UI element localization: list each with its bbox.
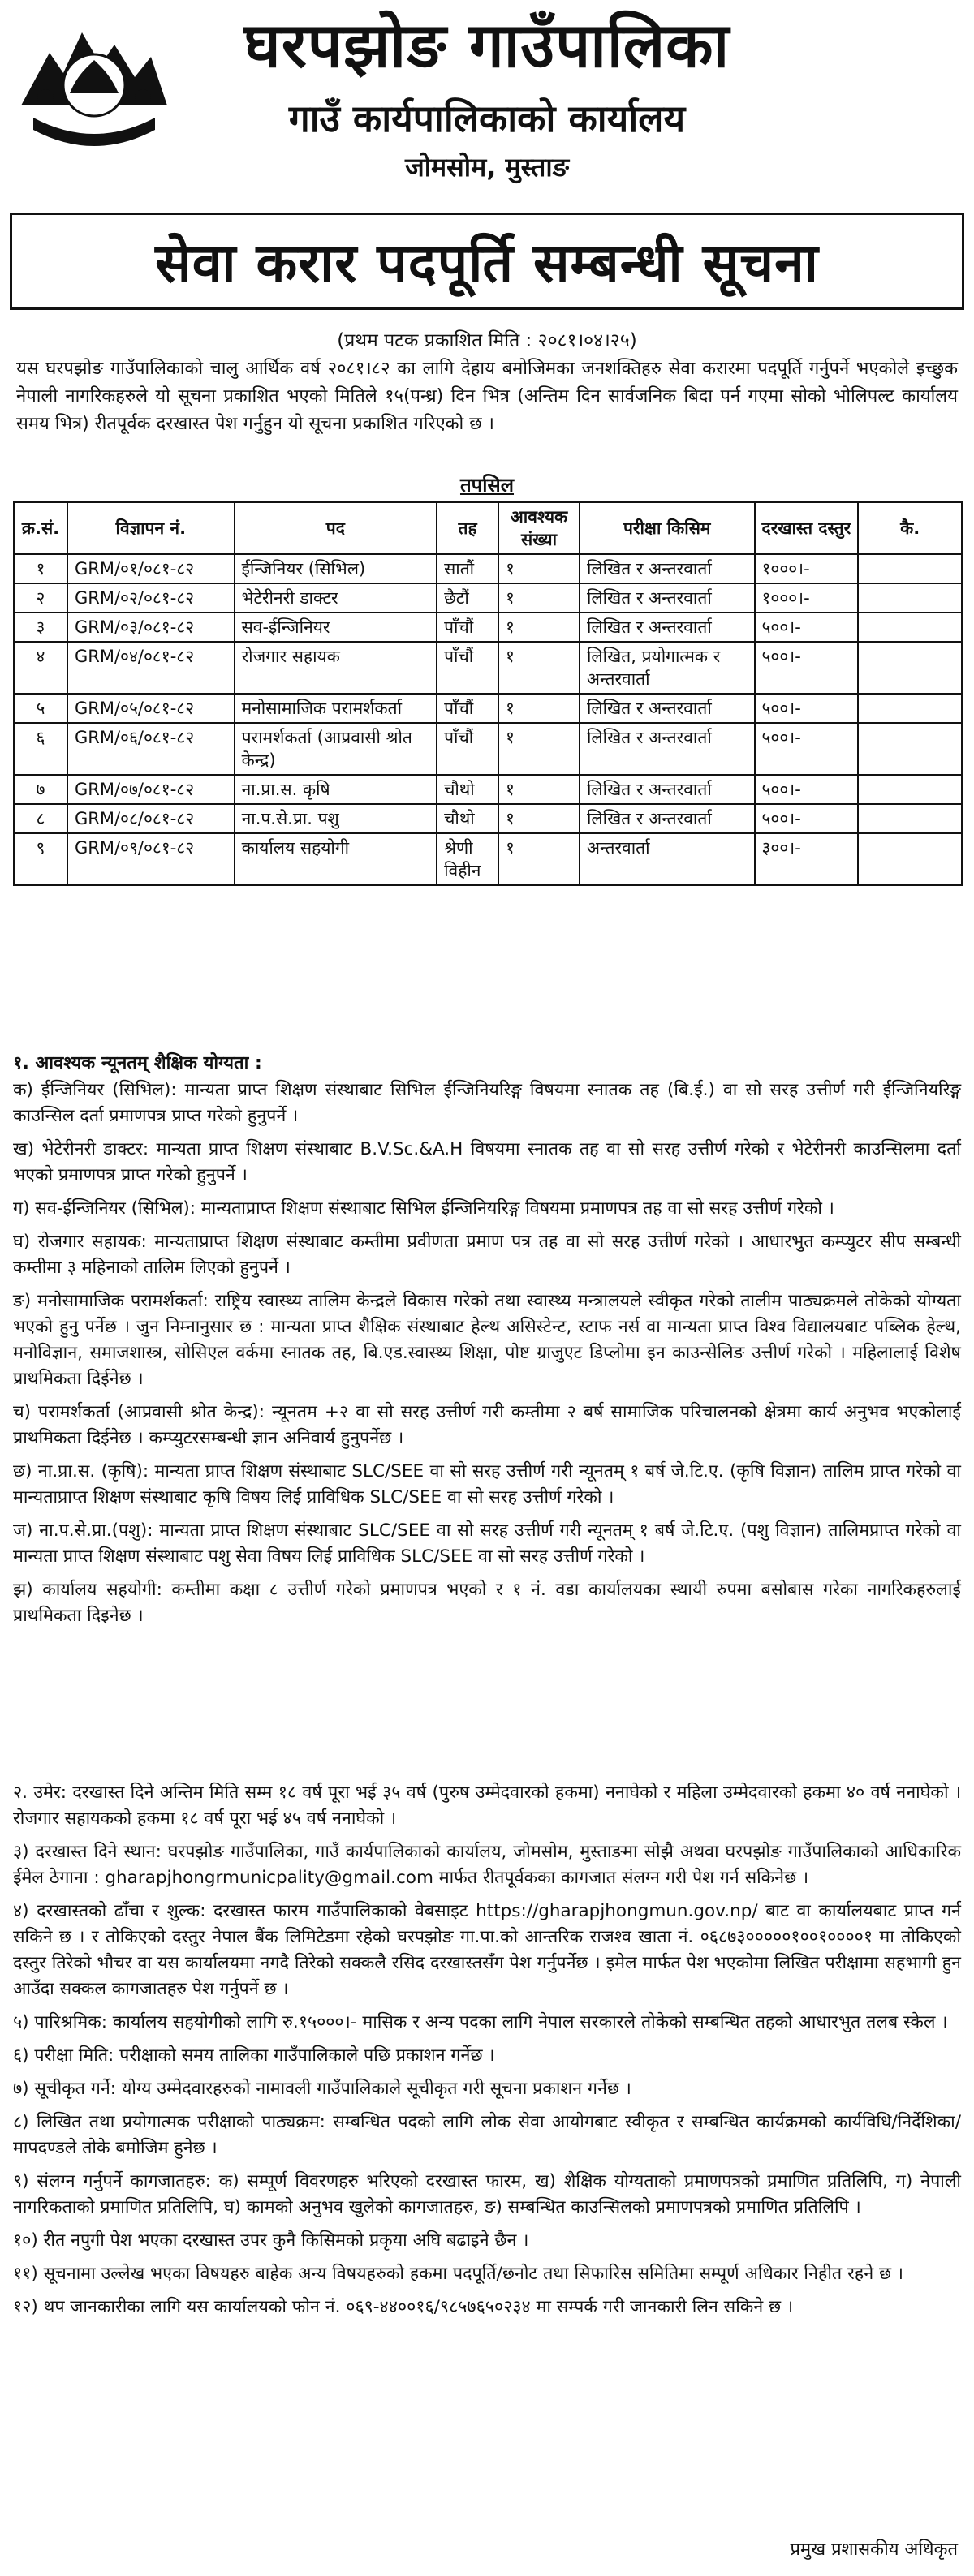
- table-cell: चौथो: [437, 804, 498, 833]
- notice-title-banner: सेवा करार पदपूर्ति सम्बन्धी सूचना: [10, 213, 964, 310]
- list-item: ३) दरखास्त दिने स्थान: घरपझोङ गाउँपालिका, गाउँ कार्यपालिकाको कार्यालय, जोमसोम, मुस्ताङमा सोझै अथवा घरपझोङ गाउँपालिकाको आधिकारिक ईमेल ठेगाना : gharapjhongrmunicpality@gmail.com मार्फत रीतपूर्वकका कागजात संलग्न गरी पेश गर्न सकिनेछ ।: [13, 1842, 961, 1888]
- list-item: २. उमेर: दरखास्त दिने अन्तिम मिति सम्म १८ वर्ष पूरा भई ३५ वर्ष (पुरुष उम्मेदवारको हकमा) ननाघेको र महिला उम्मेदवारको हकमा ४० वर्ष ननाघेको । रोजगार सहायकको हकमा १८ वर्ष पूरा भई ४५ वर्ष ननाघेको ।: [13, 1783, 961, 1829]
- table-row: [14, 775, 962, 804]
- table-cell: GRM/०७/०८१-८२: [67, 775, 235, 804]
- office-location: जोमसोम, मुस्ताङ: [404, 152, 570, 183]
- table-cell: छैटौं: [437, 583, 498, 613]
- list-item: झ) कार्यालय सहयोगी: कम्तीमा कक्षा ८ उत्तीर्ण गरेको प्रमाणपत्र भएको र १ नं. वडा कार्यालयका स्थायी रुपमा बसोबास गरेका नागरिकहरुलाई प्राथमिकता दिइनेछ ।: [13, 1580, 961, 1626]
- table-row: [14, 804, 962, 833]
- table-cell: चौथो: [437, 775, 498, 804]
- table-cell: [858, 613, 962, 642]
- qualifications-list: [13, 1077, 961, 1636]
- table-cell: [858, 642, 962, 694]
- table-cell: ईन्जिनियर (सिभिल): [235, 554, 437, 583]
- list-item: ४) दरखास्तको ढाँचा र शुल्क: दरखास्त फारम गाउँपालिकाको वेबसाइट https://gharapjhongmun.gov.np/ बाट वा कार्यालयबाट प्राप्त गर्न सकिने छ । र तोकिएको दस्तुर नेपाल बैंक लिमिटेडमा रहेको घरपझोङ गा.पा.को आन्तरिक राजश्व खाता नं. ०६८७३०००००१००१००००१ मा तोकिएको दस्तुर तिरेको भौचर वा यस कार्यालयमा नगदै तिरेको सक्कलै रसिद दरखास्तसँग पेश गर्नुपर्नेछ । इमेल मार्फत पेश भएकोमा लिखित परीक्षामा सहभागी हुन आउँदा सक्कल कागजातहरु पेश गर्नुपर्ने छ ।: [13, 1901, 961, 1999]
- list-item: ज) ना.प.से.प्रा.(पशु): मान्यता प्राप्त शिक्षण संस्थाबाट SLC/SEE वा सो सरह उत्तीर्ण गरी न्यूनतम् १ बर्ष जे.टि.ए. (पशु विज्ञान) तालिमप्राप्त गरेको वा मान्यता प्राप्त शिक्षण संस्थाबाट पशु सेवा विषय लिई प्राविधिक SLC/SEE वा सो सरह उत्तीर्ण गरेको ।: [13, 1520, 961, 1567]
- table-cell: GRM/०६/०८१-८२: [67, 723, 235, 775]
- header-cell: आवश्यक संख्या: [498, 502, 580, 554]
- schedule-title: तपसिल: [459, 474, 515, 497]
- org-name: घरपझोङ गाउँपालिका: [244, 9, 730, 81]
- table-cell: ५००।-: [755, 804, 859, 833]
- list-item: क) ईन्जिनियर (सिभिल): मान्यता प्राप्त शिक्षण संस्थाबाट सिभिल ईन्जिनियरिङ्ग विषयमा स्नातक तह (बि.ई.) वा सो सरह उत्तीर्ण गरी ईन्जिनियरिङ्ग काउन्सिल दर्ता प्रमाणपत्र प्राप्त गरेको हुनुपर्ने ।: [13, 1080, 961, 1126]
- table-cell: ९: [14, 833, 67, 885]
- table-cell: २: [14, 583, 67, 613]
- table-cell: लिखित, प्रयोगात्मक र अन्तरवार्ता: [580, 642, 755, 694]
- table-cell: १: [498, 642, 580, 694]
- table-cell: [858, 775, 962, 804]
- table-cell: १: [498, 775, 580, 804]
- table-cell: पाँचौं: [437, 723, 498, 775]
- table-row: [14, 554, 962, 583]
- table-cell: GRM/०४/०८१-८२: [67, 642, 235, 694]
- table-row: [14, 642, 962, 694]
- table-cell: पाँचौं: [437, 642, 498, 694]
- table-cell: ५००।-: [755, 694, 859, 723]
- header-cell: दरखास्त दस्तुर: [755, 502, 859, 554]
- list-item: ५) पारिश्रमिक: कार्यालय सहयोगीको लागि रु.१५०००।- मासिक र अन्य पदका लागि नेपाल सरकारले तोकेको सम्बन्धित तहको आधारभुत तलब स्केल ।: [13, 2012, 948, 2032]
- table-cell: लिखित र अन्तरवार्ता: [580, 775, 755, 804]
- table-cell: १: [498, 833, 580, 885]
- list-item: ८) लिखित तथा प्रयोगात्मक परीक्षाको पाठ्यक्रम: सम्बन्धित पदको लागि लोक सेवा आयोगबाट स्वीकृत र सम्बन्धित कार्यक्रमको कार्यविधि/निर्देशिका/मापदण्डले तोके बमोजिम हुनेछ ।: [13, 2112, 961, 2158]
- table-cell: सव-ईन्जिनियर: [235, 613, 437, 642]
- table-cell: १: [14, 554, 67, 583]
- conditions-list: [13, 1780, 961, 2328]
- publish-date: (प्रथम पटक प्रकाशित मिति : २०८१।०४।२५): [337, 330, 637, 351]
- table-row: [14, 613, 962, 642]
- table-cell: GRM/०८/०८१-८२: [67, 804, 235, 833]
- table-cell: १: [498, 613, 580, 642]
- table-cell: ५००।-: [755, 642, 859, 694]
- table-cell: मनोसामाजिक परामर्शकर्ता: [235, 694, 437, 723]
- table-cell: लिखित र अन्तरवार्ता: [580, 554, 755, 583]
- signatory-title: प्रमुख प्रशासकीय अधिकृत: [790, 2539, 958, 2560]
- list-item: ९) संलग्न गर्नुपर्ने कागजातहरु: क) सम्पूर्ण विवरणहरु भरिएको दरखास्त फारम, ख) शैक्षिक योग्यताको प्रमाणपत्रको प्रमाणित प्रतिलिपि, ग) नेपाली नागरिकताको प्रमाणित प्रतिलिपि, घ) कामको अनुभव खुलेको कागजातहरु, ङ) सम्बन्धित काउन्सिलको प्रमाणपत्रको प्रमाणित प्रतिलिपि ।: [13, 2171, 961, 2217]
- table-cell: [858, 804, 962, 833]
- table-cell: GRM/०३/०८१-८२: [67, 613, 235, 642]
- table-row: [14, 583, 962, 613]
- table-cell: लिखित र अन्तरवार्ता: [580, 723, 755, 775]
- table-cell: ५००।-: [755, 723, 859, 775]
- table-cell: लिखित र अन्तरवार्ता: [580, 583, 755, 613]
- qualifications-heading: १. आवश्यक न्यूनतम् शैक्षिक योग्यता :: [13, 1053, 262, 1073]
- table-cell: ७: [14, 775, 67, 804]
- table-cell: [858, 554, 962, 583]
- table-cell: ६: [14, 723, 67, 775]
- intro-paragraph: यस घरपझोङ गाउँपालिकाको चालु आर्थिक वर्ष २०८१।८२ का लागि देहाय बमोजिमका जनशक्तिहरु सेवा करारमा पदपूर्ति गर्नुपर्ने भएकोले इच्छुक नेपाली नागरिकहरुले यो सूचना प्रकाशित भएको मितिले १५(पन्ध्र) दिन भित्र (अन्तिम दिन सार्वजनिक बिदा पर्न गएमा सोको भोलिपल्ट कार्यालय समय भित्र) रीतपूर्वक दरखास्त पेश गर्नुहुन यो सूचना प्रकाशित गरिएको छ ।: [16, 359, 958, 434]
- table-cell: अन्तरवार्ता: [580, 833, 755, 885]
- vacancy-table: [13, 501, 963, 886]
- table-cell: [858, 833, 962, 885]
- table-cell: लिखित र अन्तरवार्ता: [580, 694, 755, 723]
- table-cell: श्रेणी विहीन: [437, 833, 498, 885]
- table-cell: ३: [14, 613, 67, 642]
- list-item: छ) ना.प्रा.स. (कृषि): मान्यता प्राप्त शिक्षण संस्थाबाट SLC/SEE वा सो सरह उत्तीर्ण गरी न्यूनतम् १ बर्ष जे.टि.ए. (कृषि विज्ञान) तालिम प्राप्त गरेको वा मान्यताप्राप्त शिक्षण संस्थाबाट कृषि विषय लिई प्राविधिक SLC/SEE वा सो सरह उत्तीर्ण गरेको ।: [13, 1461, 961, 1507]
- list-item: ११) सूचनामा उल्लेख भएका विषयहरु बाहेक अन्य विषयहरुको हकमा पदपूर्ति/छनोट तथा सिफारिस समितिमा सम्पूर्ण अधिकार निहीत रहने छ ।: [13, 2264, 904, 2284]
- table-cell: रोजगार सहायक: [235, 642, 437, 694]
- list-item: घ) रोजगार सहायक: मान्यताप्राप्त शिक्षण संस्थाबाट कम्तीमा प्रवीणता प्रमाण पत्र तह वा सो सरह उत्तीर्ण गरेको । आधारभुत कम्प्युटर सीप सम्बन्धी कम्तीमा ३ महिनाको तालिम लिएको हुनुपर्ने ।: [13, 1232, 961, 1278]
- table-header-row: [14, 502, 962, 554]
- header-cell: कै.: [858, 502, 962, 554]
- table-cell: GRM/०२/०८१-८२: [67, 583, 235, 613]
- table-cell: GRM/०१/०८१-८२: [67, 554, 235, 583]
- header-cell: विज्ञापन नं.: [67, 502, 235, 554]
- list-item: ७) सूचीकृत गर्ने: योग्य उम्मेदवारहरुको नामावली गाउँपालिकाले सूचीकृत गरी सूचना प्रकाशन गर्नेछ ।: [13, 2079, 631, 2099]
- list-item: च) परामर्शकर्ता (आप्रवासी श्रोत केन्द्र): न्यूनतम +२ वा सो सरह उत्तीर्ण गरी कम्तीमा २ बर्ष सामाजिक परिचालनको क्षेत्रमा कार्य अनुभव भएकोलाई प्राथमिकता दिईनेछ । कम्प्युटरसम्बन्धी ज्ञान अनिवार्य हुनुपर्नेछ ।: [13, 1402, 961, 1448]
- table-cell: १: [498, 583, 580, 613]
- table-cell: GRM/०९/०८१-८२: [67, 833, 235, 885]
- header-cell: परीक्षा किसिम: [580, 502, 755, 554]
- table-cell: १: [498, 554, 580, 583]
- letterhead: [0, 0, 974, 213]
- list-item: ङ) मनोसामाजिक परामर्शकर्ता: राष्ट्रिय स्वास्थ्य तालिम केन्द्रले विकास गरेको तथा स्वास्थ्य मन्त्रालयले स्वीकृत गरेको तालीम पाठ्यक्रमले तोकेको योग्यता भएको हुनु पर्नेछ । जुन निम्नानुसार छ : मान्यता प्राप्त शैक्षिक संस्थाबाट हेल्थ असिस्टेन्ट, स्टाफ नर्स वा मान्यता प्राप्त विश्व विद्यालयबाट पब्लिक हेल्थ, मनोविज्ञान, समाजशास्त्र, सोसिएल वर्कमा स्नातक तह, बि.एड.स्वास्थ्य शिक्षा, पोष्ट ग्राजुएट डिप्लोमा इन काउन्सेलिङ उत्तीर्ण गरेको । महिलालाई विशेष प्राथमिकता दिईनेछ ।: [13, 1291, 961, 1389]
- table-row: [14, 694, 962, 723]
- table-cell: [858, 583, 962, 613]
- table-cell: ना.प.से.प्रा. पशु: [235, 804, 437, 833]
- list-item: ६) परीक्षा मिति: परीक्षाको समय तालिका गाउँपालिकाले पछि प्रकाशन गर्नेछ ।: [13, 2045, 495, 2066]
- table-cell: ५००।-: [755, 613, 859, 642]
- table-cell: १०००।-: [755, 554, 859, 583]
- header-cell: क्र.सं.: [14, 502, 67, 554]
- table-cell: ५००।-: [755, 775, 859, 804]
- table-cell: सातौं: [437, 554, 498, 583]
- list-item: ग) सव-ईन्जिनियर (सिभिल): मान्यताप्राप्त शिक्षण संस्थाबाट सिभिल ईन्जिनियरिङ्ग विषयमा प्रमाणपत्र तह वा सो सरह उत्तीर्ण गरेको ।: [13, 1198, 834, 1219]
- table-cell: १: [498, 694, 580, 723]
- header-cell: पद: [235, 502, 437, 554]
- list-item: १०) रीत नपुगी पेश भएका दरखास्त उपर कुनै किसिमको प्रकृया अघि बढाइने छैन ।: [13, 2230, 529, 2251]
- table-cell: ना.प्रा.स. कृषि: [235, 775, 437, 804]
- table-cell: पाँचौं: [437, 613, 498, 642]
- table-cell: लिखित र अन्तरवार्ता: [580, 613, 755, 642]
- table-cell: ४: [14, 642, 67, 694]
- table-cell: पाँचौं: [437, 694, 498, 723]
- table-cell: [858, 723, 962, 775]
- table-cell: ५: [14, 694, 67, 723]
- table-cell: १: [498, 723, 580, 775]
- table-cell: १: [498, 804, 580, 833]
- table-cell: भेटेरीनरी डाक्टर: [235, 583, 437, 613]
- table-row: [14, 723, 962, 775]
- table-cell: ८: [14, 804, 67, 833]
- list-item: १२) थप जानकारीका लागि यस कार्यालयको फोन नं. ०६९-४४००१६/९८५७६५०२३४ मा सम्पर्क गरी जानकारी लिन सकिने छ ।: [13, 2297, 794, 2317]
- table-cell: कार्यालय सहयोगी: [235, 833, 437, 885]
- table-cell: लिखित र अन्तरवार्ता: [580, 804, 755, 833]
- office-name: गाउँ कार्यपालिकाको कार्यालय: [288, 97, 686, 140]
- header-cell: तह: [437, 502, 498, 554]
- table-cell: ३००।-: [755, 833, 859, 885]
- table-cell: १०००।-: [755, 583, 859, 613]
- table-cell: GRM/०५/०८१-८२: [67, 694, 235, 723]
- table-cell: [858, 694, 962, 723]
- table-cell: परामर्शकर्ता (आप्रवासी श्रोत केन्द्र): [235, 723, 437, 775]
- table-row: [14, 833, 962, 885]
- list-item: ख) भेटेरीनरी डाक्टर: मान्यता प्राप्त शिक्षण संस्थाबाट B.V.Sc.&A.H विषयमा स्नातक तह वा सो सरह उत्तीर्ण गरेको र भेटेरीनरी काउन्सिलमा दर्ता भएको प्रमाणपत्र प्राप्त गरेको हुनुपर्ने ।: [13, 1139, 961, 1185]
